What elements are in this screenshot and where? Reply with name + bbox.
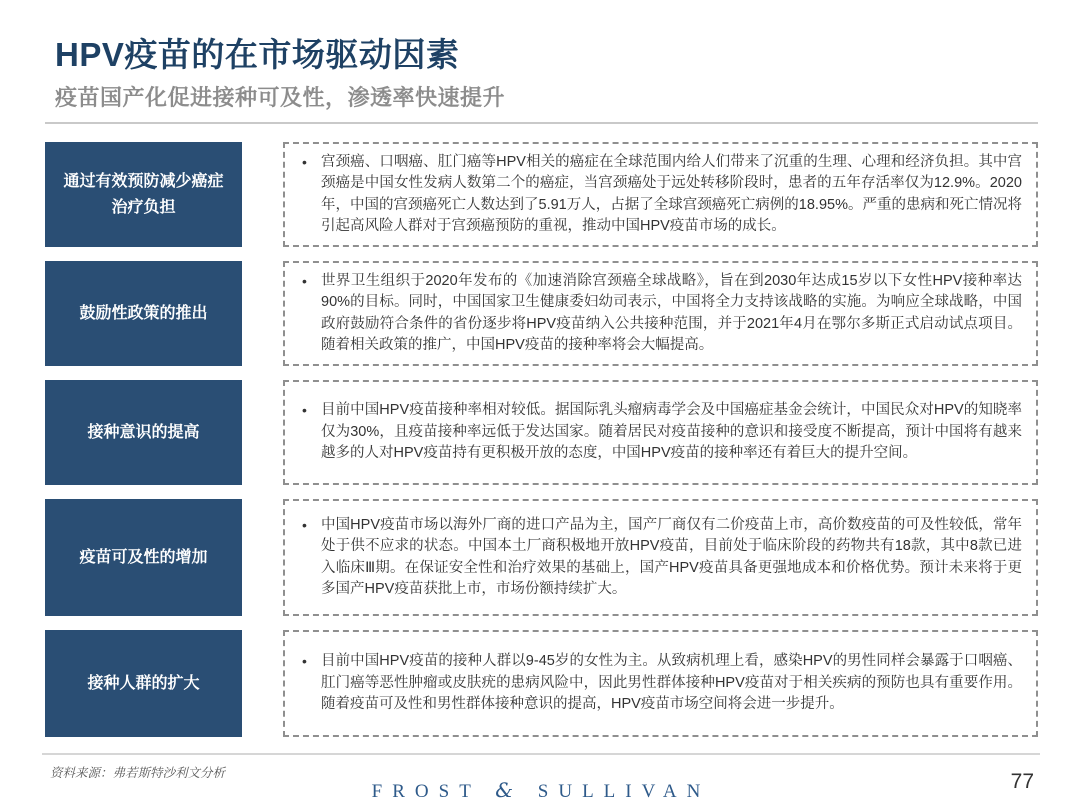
driver-label-awareness: 接种意识的提高 — [45, 380, 242, 485]
slide-header — [0, 0, 1080, 124]
bullet-row — [299, 271, 1022, 357]
driver-label-policy: 鼓励性政策的推出 — [45, 261, 242, 366]
bullet-icon: • — [302, 516, 307, 533]
driver-label-accessibility: 疫苗可及性的增加 — [45, 499, 242, 616]
driver-description-box — [283, 630, 1038, 737]
driver-description-box — [283, 142, 1038, 247]
bullet-row — [299, 152, 1022, 238]
driver-description-box — [283, 380, 1038, 485]
driver-row-1 — [45, 142, 1038, 247]
bullet-icon: • — [302, 402, 307, 419]
page-subtitle: 疫苗国产化促进接种可及性，渗透率快速提升 — [55, 84, 506, 110]
logo-sullivan: SULLIVAN — [537, 781, 711, 802]
bullet-row — [299, 515, 1022, 601]
frost-sullivan-logo — [42, 778, 1040, 803]
driver-description-box — [283, 261, 1038, 366]
driver-description-box — [283, 499, 1038, 616]
driver-description-text: 目前中国HPV疫苗接种率相对较低。据国际乳头瘤病毒学会及中国癌症基金会统计，中国民众对HPV的知晓率仅为30%，且疫苗接种率远低于发达国家。随着居民对疫苗接种的意识和接受度不断提高，预计中国将有越来越多的人对HPV疫苗持有更积极开放的态度，中国HPV疫苗的接种率还有着巨大的提升空间。 — [321, 402, 1022, 462]
driver-description-text: 中国HPV疫苗市场以海外厂商的进口产品为主，国产厂商仅有二价疫苗上市，高价数疫苗的可及性较低，常年处于供不应求的状态。中国本土厂商积极地开放HPV疫苗，目前处于临床阶段的药物共有18款，其中8款已进入临床Ⅲ期。在保证安全性和治疗效果的基础上，国产HPV疫苗具备更强地成本和价格优势。预计未来将于更多国产HPV疫苗获批上市，市场份额持续扩大。 — [321, 516, 1022, 597]
slide-footer — [42, 753, 1040, 810]
driver-row-5 — [45, 630, 1038, 737]
driver-label-population: 接种人群的扩大 — [45, 630, 242, 737]
bullet-row — [299, 400, 1022, 464]
logo-ampersand: & — [495, 778, 524, 802]
driver-row-2 — [45, 261, 1038, 366]
bullet-icon: • — [302, 653, 307, 670]
driver-label-cancer-burden: 通过有效预防减少癌症治疗负担 — [45, 142, 242, 247]
logo-frost: FROST — [371, 781, 481, 802]
driver-description-text: 宫颈癌、口咽癌、肛门癌等HPV相关的癌症在全球范围内给人们带来了沉重的生理、心理和经济负担。其中宫颈癌是中国女性发病人数第二个的癌症，当宫颈癌处于远处转移阶段时，患者的五年存活率仅为12.9%。2020年，中国的宫颈癌死亡人数达到了5.91万人，占据了全球宫颈癌死亡病例的18.95%。严重的患病和死亡情况将引起高风险人群对于宫颈癌预防的重视，推动中国HPV疫苗市场的成长。 — [321, 153, 1022, 234]
bullet-icon: • — [302, 272, 307, 289]
header-divider — [45, 122, 1038, 124]
source-note: 资料来源：弗若斯特沙利文分析 — [50, 766, 226, 780]
driver-description-text: 世界卫生组织于2020年发布的《加速消除宫颈癌全球战略》，旨在到2030年达成15岁以下女性HPV接种率达90%的目标。同时，中国国家卫生健康委妇幼司表示，中国将全力支持该战略的实施。为响应全球战略，中国政府鼓励符合条件的省份逐步将HPV疫苗纳入公共接种范围，并于2021年4月在鄂尔多斯正式启动试点项目。随着相关政策的推广，中国HPV疫苗的接种率将会大幅提高。 — [321, 272, 1022, 353]
driver-row-3 — [45, 380, 1038, 485]
page-title: HPV疫苗的在市场驱动因素 — [55, 36, 460, 73]
bullet-row — [299, 651, 1022, 715]
bullet-icon: • — [302, 153, 307, 170]
driver-row-4 — [45, 499, 1038, 616]
driver-rows — [45, 142, 1038, 737]
driver-description-text: 目前中国HPV疫苗的接种人群以9-45岁的女性为主。从致病机理上看，感染HPV的男性同样会暴露于口咽癌、肛门癌等恶性肿瘤或皮肤疣的患病风险中，因此男性群体接种HPV疫苗对于相关疾病的预防也具有重要作用。随着疫苗可及性和男性群体接种意识的提高，HPV疫苗市场空间将会进一步提升。 — [321, 653, 1022, 713]
page-number: 77 — [1010, 770, 1034, 793]
